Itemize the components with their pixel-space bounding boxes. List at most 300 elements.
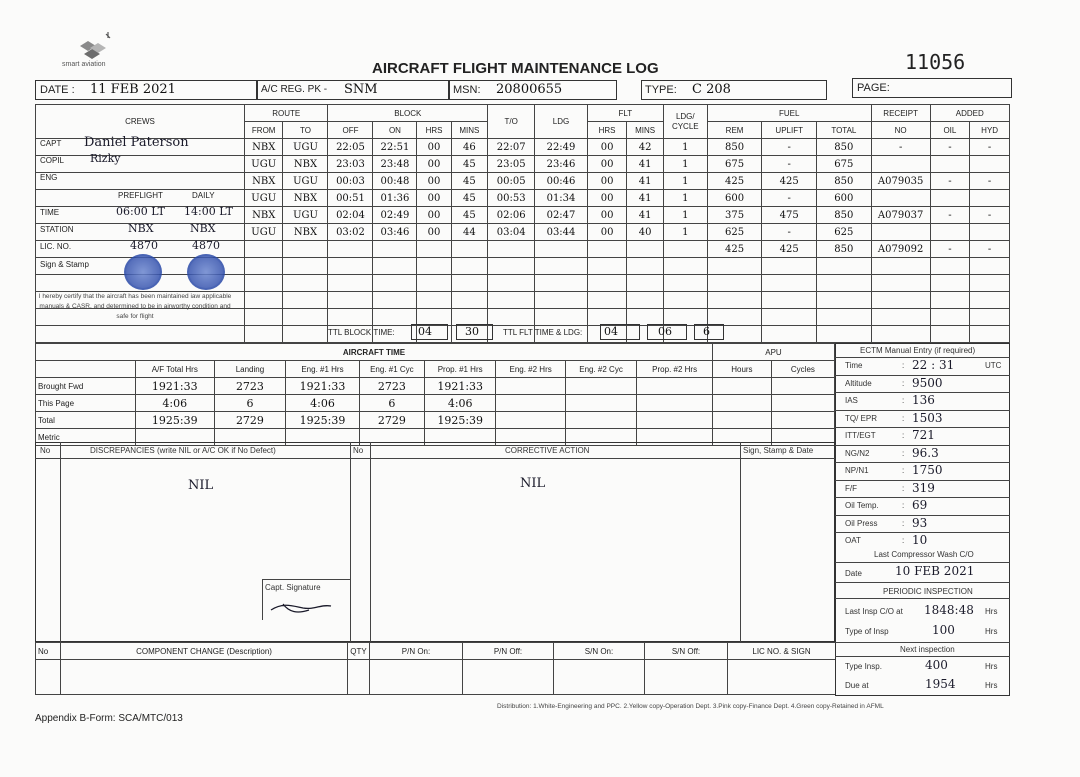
flight-from-cell: UGU — [244, 190, 283, 207]
apu-title: APU — [712, 344, 834, 361]
at-col-7: Prop. #2 Hrs — [637, 361, 713, 378]
flight-hrs-cell: 00 — [417, 139, 451, 156]
cc-desc-header: COMPONENT CHANGE (Description) — [61, 643, 348, 660]
ectm-key: NP/N1 — [845, 466, 869, 475]
ectm-value: 96.3 — [912, 445, 939, 460]
ectm-key: NG/N2 — [845, 448, 870, 458]
flight-from-cell — [244, 275, 283, 292]
aircraft-time-value: 1921:33 — [135, 378, 214, 395]
flight-flt-hrs-cell — [587, 241, 627, 258]
aircraft-time-row — [36, 395, 835, 412]
flight-flt-hrs-cell — [587, 309, 627, 326]
page-label: PAGE: — [857, 82, 890, 94]
capt-signature-label: Capt. Signature — [265, 583, 321, 592]
daily-label: DAILY — [192, 191, 215, 200]
aircraft-time-table — [35, 343, 835, 446]
crew-cell — [36, 156, 245, 173]
flight-flt-hrs-cell — [587, 258, 627, 275]
disc-no-header: No — [40, 446, 51, 455]
rem-header: REM — [707, 122, 762, 139]
aircraft-time-value: 2729 — [359, 412, 424, 429]
uplift-header: UPLIFT — [762, 122, 817, 139]
flight-receipt-no-cell: A079037 — [871, 207, 930, 224]
flight-receipt-no-cell — [871, 309, 930, 326]
flight-oil-added-cell — [930, 156, 970, 173]
type-label: TYPE: — [645, 84, 677, 96]
flight-off-cell — [328, 258, 373, 275]
flight-to-cell: UGU — [283, 173, 328, 190]
flight-off-cell: 22:05 — [328, 139, 373, 156]
flight-flt-hrs-cell — [587, 292, 627, 309]
flight-flt-mins-cell — [627, 292, 663, 309]
flight-fuel-total-cell: 850 — [817, 139, 872, 156]
flight-off-cell — [328, 275, 373, 292]
flight-fuel-rem-cell — [707, 258, 762, 275]
receipt-no-header: NO — [871, 122, 930, 139]
flight-off-cell: 00:51 — [328, 190, 373, 207]
next-type-label: Type Insp. — [845, 662, 882, 671]
flight-hyd-added-cell: - — [970, 173, 1010, 190]
cc-sn-on-header: S/N On: — [554, 643, 645, 660]
capt-name: Daniel Paterson — [84, 135, 189, 150]
hrs-header: HRS — [417, 122, 451, 139]
flight-cycle-cell — [663, 241, 707, 258]
aircraft-time-value: 1925:39 — [286, 412, 360, 429]
action-value: NIL — [520, 476, 546, 491]
flight-cycle-cell: 1 — [663, 224, 707, 241]
flight-cycle-cell — [663, 258, 707, 275]
flight-landing-cell — [535, 309, 588, 326]
aircraft-time-value: 6 — [359, 395, 424, 412]
flight-to-cell: NBX — [283, 224, 328, 241]
flight-on-cell: 00:48 — [373, 173, 417, 190]
ttl-block-hrs: 04 — [418, 325, 432, 338]
flight-takeoff-cell: 22:07 — [488, 139, 535, 156]
flight-on-cell — [373, 258, 417, 275]
flight-off-cell — [328, 241, 373, 258]
last-insp-label: Last Insp C/O at — [845, 607, 903, 616]
flight-row — [36, 156, 1010, 173]
crew-cell — [36, 173, 245, 190]
date-box — [35, 80, 257, 100]
flight-row — [36, 258, 1010, 275]
flight-from-cell: NBX — [244, 207, 283, 224]
flt-mins-header: MINS — [627, 122, 663, 139]
flight-hrs-cell: 00 — [417, 190, 451, 207]
flight-fuel-rem-cell: 425 — [707, 241, 762, 258]
flight-from-cell — [244, 292, 283, 309]
type-box — [641, 80, 827, 100]
flight-row — [36, 173, 1010, 190]
ttl-flt-mins-box — [647, 324, 687, 340]
flight-flt-mins-cell — [627, 275, 663, 292]
flight-fuel-uplift-cell — [762, 326, 817, 343]
flight-on-cell: 22:51 — [373, 139, 417, 156]
aircraft-time-value: 1921:33 — [424, 378, 495, 395]
preflight-label: PREFLIGHT — [118, 191, 163, 200]
oil-header: OIL — [930, 122, 970, 139]
ectm-key: Oil Press — [845, 518, 878, 528]
flight-receipt-no-cell: A079035 — [871, 173, 930, 190]
aircraft-time-value — [637, 395, 713, 412]
flight-fuel-uplift-cell — [762, 258, 817, 275]
flight-takeoff-cell — [488, 241, 535, 258]
periodic-title: PERIODIC INSPECTION — [883, 587, 973, 596]
flight-row — [36, 190, 1010, 207]
ectm-value: 93 — [912, 515, 928, 530]
certification-text: I hereby certify that the aircraft has been maintained iaw applicable manuals & CASR, and determined to be in airworthy condition and safe for flight — [38, 293, 232, 320]
flight-fuel-rem-cell: 625 — [707, 224, 762, 241]
flight-fuel-uplift-cell — [762, 309, 817, 326]
flight-hrs-cell: 00 — [417, 224, 451, 241]
flight-to-cell — [283, 241, 328, 258]
flight-hrs-cell — [417, 258, 451, 275]
flight-fuel-total-cell — [817, 258, 872, 275]
apu-value — [712, 412, 771, 429]
flight-flt-mins-cell — [627, 309, 663, 326]
aircraft-time-value — [496, 395, 565, 412]
page-box — [852, 78, 1012, 98]
flight-from-cell — [244, 258, 283, 275]
flight-fuel-total-cell: 850 — [817, 173, 872, 190]
ectm-value: 10 — [912, 533, 928, 547]
added-header: ADDED — [930, 105, 1009, 122]
flight-landing-cell: 22:49 — [535, 139, 588, 156]
ectm-colon: : — [902, 396, 905, 405]
flight-hyd-added-cell — [970, 309, 1010, 326]
flight-from-cell: NBX — [244, 173, 283, 190]
aircraft-time-value: 4:06 — [286, 395, 360, 412]
flight-flt-mins-cell: 41 — [627, 156, 663, 173]
flight-cycle-cell: 1 — [663, 139, 707, 156]
aircraft-time-value: 1925:39 — [135, 412, 214, 429]
date-label: DATE : — [40, 84, 75, 96]
aircraft-time-value — [496, 412, 565, 429]
ectm-value: 22 : 31 — [912, 358, 955, 372]
flight-hyd-added-cell — [970, 224, 1010, 241]
flight-fuel-uplift-cell: - — [762, 190, 817, 207]
company-logo — [62, 28, 132, 73]
lic-label: LIC. NO. — [40, 242, 72, 251]
aircraft-time-value: 4:06 — [135, 395, 214, 412]
ectm-value: 9500 — [912, 375, 943, 390]
aircraft-time-value — [565, 395, 636, 412]
flight-mins-cell — [451, 241, 487, 258]
aircraft-time-row — [36, 412, 835, 429]
flight-takeoff-cell — [488, 292, 535, 309]
flight-oil-added-cell — [930, 292, 970, 309]
apu-cycles-header: Cycles — [771, 361, 834, 378]
flight-mins-cell: 44 — [451, 224, 487, 241]
flight-from-cell: NBX — [244, 139, 283, 156]
ectm-key: F/F — [845, 483, 857, 493]
apu-value — [771, 378, 834, 395]
aircraft-time-title: AIRCRAFT TIME — [36, 344, 713, 361]
flight-oil-added-cell — [930, 190, 970, 207]
ttl-block-label: TTL BLOCK TIME: — [328, 328, 395, 337]
flight-landing-cell: 00:46 — [535, 173, 588, 190]
flight-landing-cell: 01:34 — [535, 190, 588, 207]
flight-fuel-rem-cell — [707, 275, 762, 292]
ectm-key: IAS — [845, 396, 858, 405]
flight-to-cell: NBX — [283, 190, 328, 207]
flight-mins-cell — [451, 258, 487, 275]
ectm-unit: UTC — [985, 361, 1002, 370]
flight-mins-cell: 46 — [451, 139, 487, 156]
flight-hrs-cell — [417, 292, 451, 309]
flight-flt-hrs-cell: 00 — [587, 139, 627, 156]
flight-oil-added-cell — [930, 258, 970, 275]
flight-on-cell: 23:48 — [373, 156, 417, 173]
at-col-6: Eng. #2 Cyc — [565, 361, 636, 378]
flight-landing-cell — [535, 292, 588, 309]
flight-to-cell: NBX — [283, 156, 328, 173]
flight-fuel-uplift-cell — [762, 275, 817, 292]
flight-off-cell — [328, 309, 373, 326]
aircraft-time-value — [637, 412, 713, 429]
flight-row — [36, 275, 1010, 292]
ectm-key: ITT/EGT — [845, 431, 876, 440]
time-label: TIME — [40, 208, 60, 217]
flight-hrs-cell: 00 — [417, 207, 451, 224]
aircraft-time-value: 2723 — [359, 378, 424, 395]
flight-oil-added-cell — [930, 309, 970, 326]
flight-fuel-rem-cell: 425 — [707, 173, 762, 190]
at-col-3: Eng. #1 Cyc — [359, 361, 424, 378]
flight-from-cell: UGU — [244, 156, 283, 173]
flight-fuel-total-cell — [817, 275, 872, 292]
last-insp-unit: Hrs — [985, 607, 998, 616]
flight-hyd-added-cell — [970, 156, 1010, 173]
flight-to-cell: UGU — [283, 207, 328, 224]
flight-flt-hrs-cell: 00 — [587, 190, 627, 207]
flight-on-cell — [373, 309, 417, 326]
eng-label: ENG — [40, 173, 58, 182]
flight-row — [36, 207, 1010, 224]
due-unit: Hrs — [985, 681, 998, 690]
flight-on-cell — [373, 275, 417, 292]
flight-landing-cell — [535, 275, 588, 292]
flight-hyd-added-cell — [970, 326, 1010, 343]
flight-flt-mins-cell: 42 — [627, 139, 663, 156]
disc-value: NIL — [188, 478, 214, 493]
flight-from-cell — [244, 326, 283, 343]
aircraft-time-value — [565, 378, 636, 395]
aircraft-time-value: 2723 — [214, 378, 285, 395]
aircraft-time-row — [36, 378, 835, 395]
type-insp-unit: Hrs — [985, 627, 998, 636]
flight-mins-cell: 45 — [451, 207, 487, 224]
flight-fuel-rem-cell — [707, 292, 762, 309]
flight-fuel-uplift-cell — [762, 292, 817, 309]
flight-off-cell: 00:03 — [328, 173, 373, 190]
flight-off-cell: 02:04 — [328, 207, 373, 224]
flight-flt-hrs-cell: 00 — [587, 156, 627, 173]
flight-on-cell: 03:46 — [373, 224, 417, 241]
at-col-2: Eng. #1 Hrs — [286, 361, 360, 378]
flight-from-cell — [244, 241, 283, 258]
flight-fuel-uplift-cell: 425 — [762, 241, 817, 258]
flight-takeoff-cell — [488, 258, 535, 275]
flight-hrs-cell — [417, 309, 451, 326]
distribution-note: Distribution: 1.White-Engineering and PPC. 2.Yellow copy-Operation Dept. 3.Pink copy-Finance Dept. 4.Green copy-Retained in AFML — [497, 703, 884, 710]
flight-mins-cell — [451, 309, 487, 326]
type-insp-label: Type of Insp — [845, 627, 889, 636]
flight-oil-added-cell — [930, 224, 970, 241]
flight-hyd-added-cell — [970, 190, 1010, 207]
flight-to-cell — [283, 258, 328, 275]
flight-mins-cell — [451, 275, 487, 292]
flight-flt-hrs-cell — [587, 275, 627, 292]
ectm-value: 69 — [912, 498, 928, 512]
flight-cycle-cell: 1 — [663, 156, 707, 173]
flight-fuel-total-cell — [817, 309, 872, 326]
flight-fuel-rem-cell: 375 — [707, 207, 762, 224]
flight-oil-added-cell: - — [930, 139, 970, 156]
reg-label: A/C REG. PK - — [261, 84, 328, 95]
aircraft-time-rows — [36, 378, 835, 446]
last-insp-value: 1848:48 — [924, 603, 974, 617]
aircraft-time-row-label: Total — [36, 412, 136, 429]
flight-flt-mins-cell — [627, 258, 663, 275]
flight-takeoff-cell: 03:04 — [488, 224, 535, 241]
lic-daily: 4870 — [192, 239, 220, 252]
capt-signature-icon — [263, 580, 343, 616]
aircraft-time-value — [496, 378, 565, 395]
flight-on-cell — [373, 292, 417, 309]
ectm-key: Altitude — [845, 378, 872, 388]
ectm-key: TQ/ EPR — [845, 413, 878, 423]
ectm-value: 319 — [912, 480, 935, 495]
flight-takeoff-cell: 02:06 — [488, 207, 535, 224]
flight-fuel-uplift-cell: - — [762, 156, 817, 173]
cc-pn-off-header: P/N Off: — [463, 643, 554, 660]
form-code: Appendix B-Form: SCA/MTC/013 — [35, 713, 183, 724]
apu-hours-header: Hours — [712, 361, 771, 378]
ttl-ldg: 6 — [703, 325, 710, 338]
flight-fuel-rem-cell: 600 — [707, 190, 762, 207]
apu-value — [771, 412, 834, 429]
flight-takeoff-cell: 00:05 — [488, 173, 535, 190]
off-header: OFF — [328, 122, 373, 139]
hyd-header: HYD — [970, 122, 1010, 139]
cc-qty-header: QTY — [348, 643, 370, 660]
action-title: CORRECTIVE ACTION — [505, 446, 590, 455]
cc-lic-header: LIC NO. & SIGN — [728, 643, 836, 660]
flight-hyd-added-cell — [970, 292, 1010, 309]
flight-cycle-cell — [663, 292, 707, 309]
form-title: AIRCRAFT FLIGHT MAINTENANCE LOG — [372, 60, 659, 77]
ectm-value: 721 — [912, 428, 935, 442]
flight-hrs-cell — [417, 275, 451, 292]
flight-cycle-cell — [663, 275, 707, 292]
flight-landing-cell — [535, 241, 588, 258]
flight-mins-cell: 45 — [451, 156, 487, 173]
flight-flt-hrs-cell: 00 — [587, 224, 627, 241]
logo-text: smart aviation — [62, 61, 106, 68]
aircraft-time-value: 1921:33 — [286, 378, 360, 395]
route-header: ROUTE — [244, 105, 328, 122]
flight-row — [36, 241, 1010, 258]
flight-flt-mins-cell: 41 — [627, 207, 663, 224]
ldg-cycle-header: LDG/ CYCLE — [663, 105, 707, 139]
lic-preflight: 4870 — [130, 239, 158, 252]
flight-fuel-uplift-cell: - — [762, 139, 817, 156]
flight-receipt-no-cell — [871, 190, 930, 207]
flight-to-cell — [283, 309, 328, 326]
flight-landing-cell: 02:47 — [535, 207, 588, 224]
flight-fuel-uplift-cell: 425 — [762, 173, 817, 190]
date-value: 11 FEB 2021 — [90, 82, 176, 97]
flight-fuel-uplift-cell: - — [762, 224, 817, 241]
flt-header: FLT — [587, 105, 663, 122]
flight-off-cell — [328, 292, 373, 309]
fuel-header: FUEL — [707, 105, 871, 122]
ttl-ldg-box — [694, 324, 724, 340]
flight-on-cell — [373, 241, 417, 258]
flight-flt-mins-cell: 41 — [627, 190, 663, 207]
component-change-table — [35, 642, 836, 695]
aircraft-time-row-label: This Page — [36, 395, 136, 412]
flight-hyd-added-cell: - — [970, 207, 1010, 224]
flight-hyd-added-cell — [970, 275, 1010, 292]
reg-box — [257, 80, 449, 100]
flight-fuel-total-cell: 600 — [817, 190, 872, 207]
block-header: BLOCK — [328, 105, 488, 122]
aircraft-time-value: 1925:39 — [424, 412, 495, 429]
flight-takeoff-cell: 23:05 — [488, 156, 535, 173]
flight-hrs-cell — [417, 241, 451, 258]
ectm-key: Time — [845, 361, 863, 370]
aircraft-time-value — [565, 412, 636, 429]
flight-flt-mins-cell — [627, 241, 663, 258]
aircraft-time-row-label: Metric — [36, 429, 136, 446]
next-type-unit: Hrs — [985, 662, 998, 671]
copil-name: Rizky — [90, 152, 121, 165]
flight-receipt-no-cell: - — [871, 139, 930, 156]
flight-to-cell: UGU — [283, 139, 328, 156]
ectm-value: 1503 — [912, 410, 943, 425]
flight-row — [36, 224, 1010, 241]
next-type-value: 400 — [925, 658, 948, 672]
ectm-colon: : — [902, 536, 905, 545]
sign-stamp-date-header: Sign, Stamp & Date — [743, 446, 814, 455]
flight-hrs-cell: 00 — [417, 156, 451, 173]
flight-off-cell: 23:03 — [328, 156, 373, 173]
station-preflight: NBX — [128, 222, 154, 235]
flight-to-cell — [283, 292, 328, 309]
preflight-stamp — [124, 254, 162, 290]
ectm-colon: : — [902, 431, 905, 440]
flight-receipt-no-cell — [871, 292, 930, 309]
flight-hyd-added-cell — [970, 258, 1010, 275]
flight-hyd-added-cell: - — [970, 241, 1010, 258]
flight-fuel-total-cell: 625 — [817, 224, 872, 241]
flight-fuel-rem-cell: 675 — [707, 156, 762, 173]
reg-value: SNM — [344, 82, 378, 97]
ectm-value: 1750 — [912, 463, 943, 477]
at-col-4: Prop. #1 Hrs — [424, 361, 495, 378]
msn-label: MSN: — [453, 84, 481, 96]
flight-cycle-cell: 1 — [663, 207, 707, 224]
aircraft-time-row-label: Brought Fwd — [36, 378, 136, 395]
at-col-1: Landing — [214, 361, 285, 378]
to-route-header: TO — [283, 122, 328, 139]
to-header: T/O — [488, 105, 535, 139]
apu-value — [771, 395, 834, 412]
copil-label: COPIL — [40, 156, 65, 165]
msn-value: 20800655 — [496, 82, 563, 97]
